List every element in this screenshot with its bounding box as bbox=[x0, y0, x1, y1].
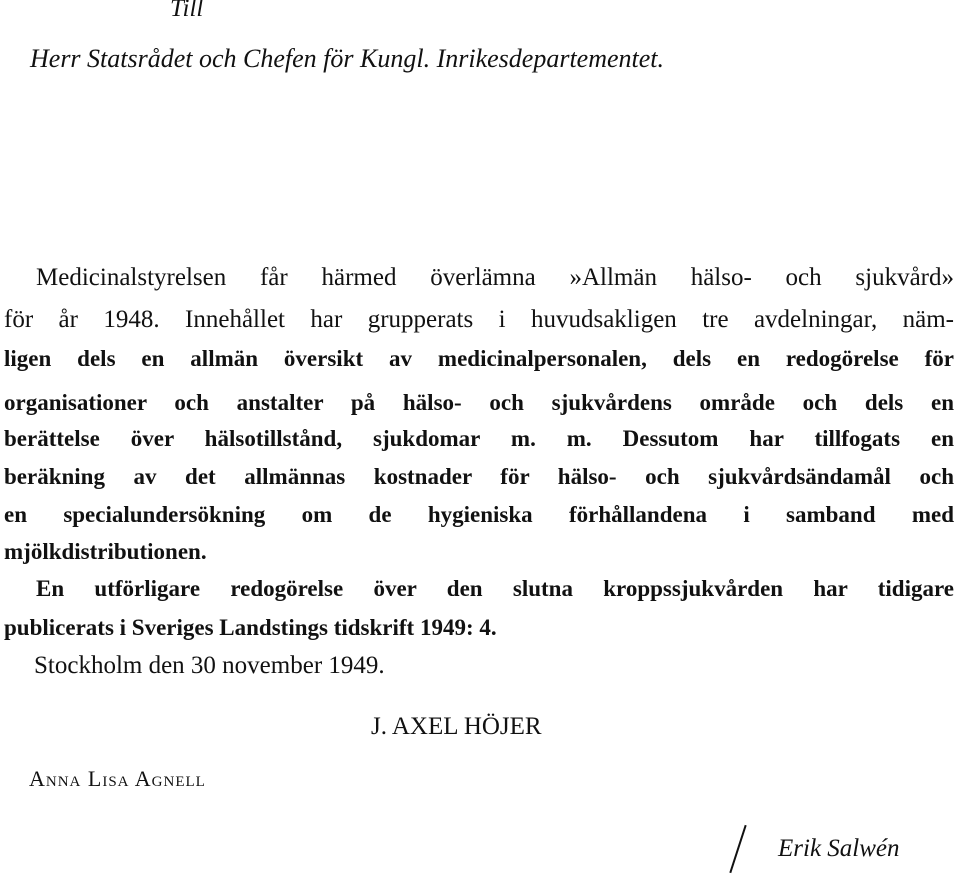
body-line-7: en specialundersökning om de hygieniska förhållandena i samband med bbox=[4, 502, 954, 527]
addressee-line: Herr Statsrådet och Chefen för Kungl. Inrikesdepartementet. bbox=[30, 44, 665, 73]
signature-slash-mark bbox=[729, 825, 746, 873]
signature-countersign: Erik Salwén bbox=[778, 835, 900, 862]
body-line-2: för år 1948. Innehållet har grupperats i huvudsakligen tre avdelningar, näm- bbox=[4, 306, 954, 333]
body-para2-line-1: En utförligare redogörelse över den slutna kroppssjukvården har tidigare bbox=[36, 576, 954, 601]
signature-primary: J. AXEL HÖJER bbox=[371, 713, 542, 740]
body-line-3: ligen dels en allmän översikt av medicinalpersonalen, dels en redogörelse för bbox=[4, 346, 954, 371]
salutation-till: Till bbox=[170, 0, 204, 22]
body-para2-line-2: publicerats i Sveriges Landstings tidskrift 1949: 4. bbox=[4, 615, 497, 640]
signature-secondary: Anna Lisa Agnell bbox=[29, 766, 206, 791]
body-line-5: berättelse över hälsotillstånd, sjukdomar m. m. Dessutom har tillfogats en bbox=[4, 426, 954, 451]
body-line-8: mjölkdistributionen. bbox=[4, 539, 207, 564]
body-line-1: Medicinalstyrelsen får härmed överlämna »Allmän hälso- och sjukvård» bbox=[36, 264, 954, 291]
body-line-4: organisationer och anstalter på hälso- och sjukvårdens område och dels en bbox=[4, 390, 954, 415]
body-line-6: beräkning av det allmännas kostnader för hälso- och sjukvårdsändamål och bbox=[4, 464, 954, 489]
place-date: Stockholm den 30 november 1949. bbox=[34, 652, 385, 679]
